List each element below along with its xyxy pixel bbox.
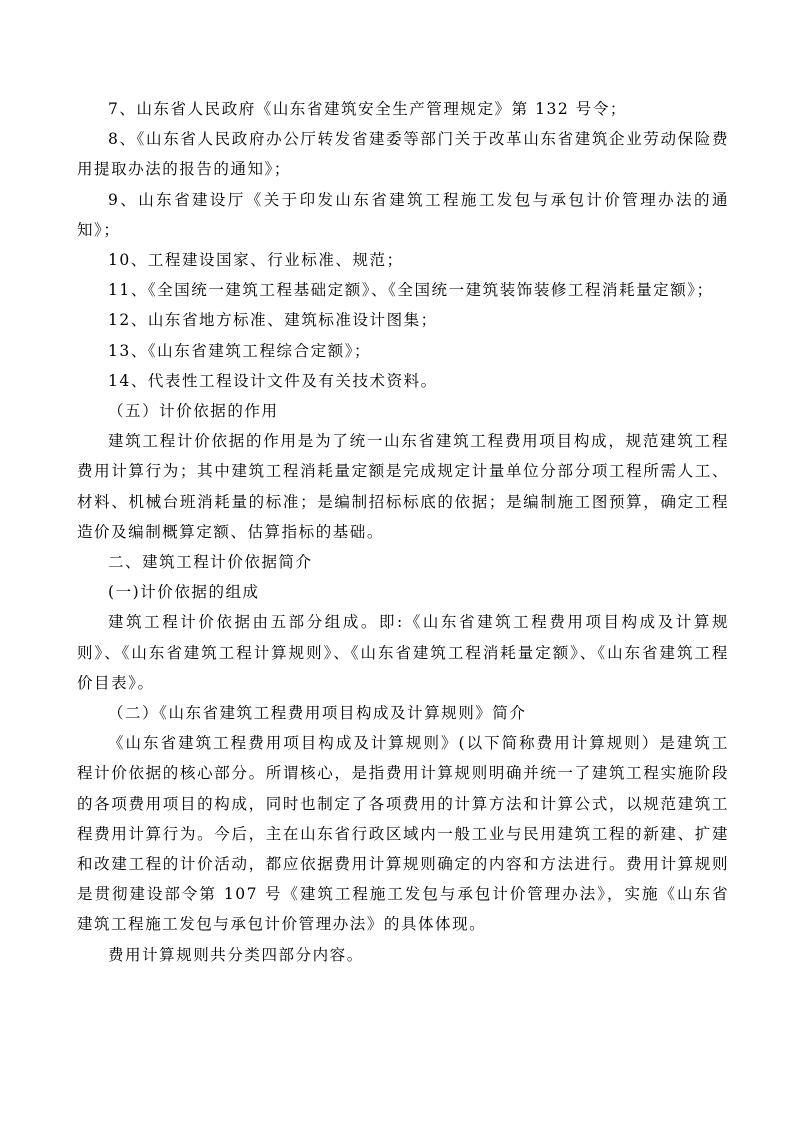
list-item-7: 7、山东省人民政府《山东省建筑安全生产管理规定》第 132 号令； [108, 100, 627, 118]
list-item-13: 13、《山东省建筑工程综合定额》； [108, 341, 372, 360]
subsection-heading-fee-rules: （二）《山东省建筑工程费用项目构成及计算规则》简介 [108, 704, 527, 723]
body-paragraph-composition: 建筑工程计价依据由五部分组成。即:《山东省建筑工程费用项目构成及计算规则》、《山东省建筑工程计算规则》、《山东省建筑工程消耗量定额》、《山东省建筑工程价目表》。 [77, 613, 729, 692]
list-item-8: 8、《山东省人民政府办公厅转发省建委等部门关于改革山东省建筑企业劳动保险费用提取办法的报告的通知》； [77, 130, 729, 179]
list-item-14: 14、代表性工程设计文件及有关技术资料。 [108, 371, 438, 390]
document-page [77, 94, 729, 970]
body-paragraph-summary: 费用计算规则共分类四部分内容。 [108, 945, 364, 964]
section-heading-5: （五）计价依据的作用 [108, 402, 279, 421]
body-paragraph-role: 建筑工程计价依据的作用是为了统一山东省建筑工程费用项目构成，规范建筑工程费用计算行为；其中建筑工程消耗量定额是完成规定计量单位分部分项工程所需人工、材料、机械台班消耗量的标准；是编制招标标底的依据；是编制施工图预算，确定工程造价及编制概算定额、估算指标的基础。 [77, 432, 729, 541]
list-item-10: 10、工程建设国家、行业标准、规范； [108, 251, 404, 270]
list-item-9: 9、山东省建设厅《关于印发山东省建筑工程施工发包与承包计价管理办法的通知》； [77, 190, 729, 239]
list-item-11: 11、《全国统一建筑工程基础定额》、《全国统一建筑装饰装修工程消耗量定额》； [108, 281, 714, 300]
body-paragraph-fee-rules: 《山东省建筑工程费用项目构成及计算规则》(以下简称费用计算规则）是建筑工程计价依据的核心部分。所谓核心，是指费用计算规则明确并统一了建筑工程实施阶段的各项费用项目的构成，同时也制定了各项费用的计算方法和计算公式，以规范建筑工程费用计算行为。今后，主在山东省行政区域内一般工业与民用建筑工程的新建、扩建和改建工程的计价活动，都应依据费用计算规则确定的内容和方法进行。费用计算规则是贯彻建设部令第 107 号《建筑工程施工发包与承包计价管理办法》，实施《山东省建筑工程施工发包与承包计价管理办法》的具体体现。 [77, 734, 729, 934]
list-item-12: 12、山东省地方标准、建筑标准设计图集； [108, 311, 438, 330]
subsection-heading-composition: (一)计价依据的组成 [108, 583, 260, 602]
section-heading-2: 二、建筑工程计价依据简介 [108, 553, 313, 572]
